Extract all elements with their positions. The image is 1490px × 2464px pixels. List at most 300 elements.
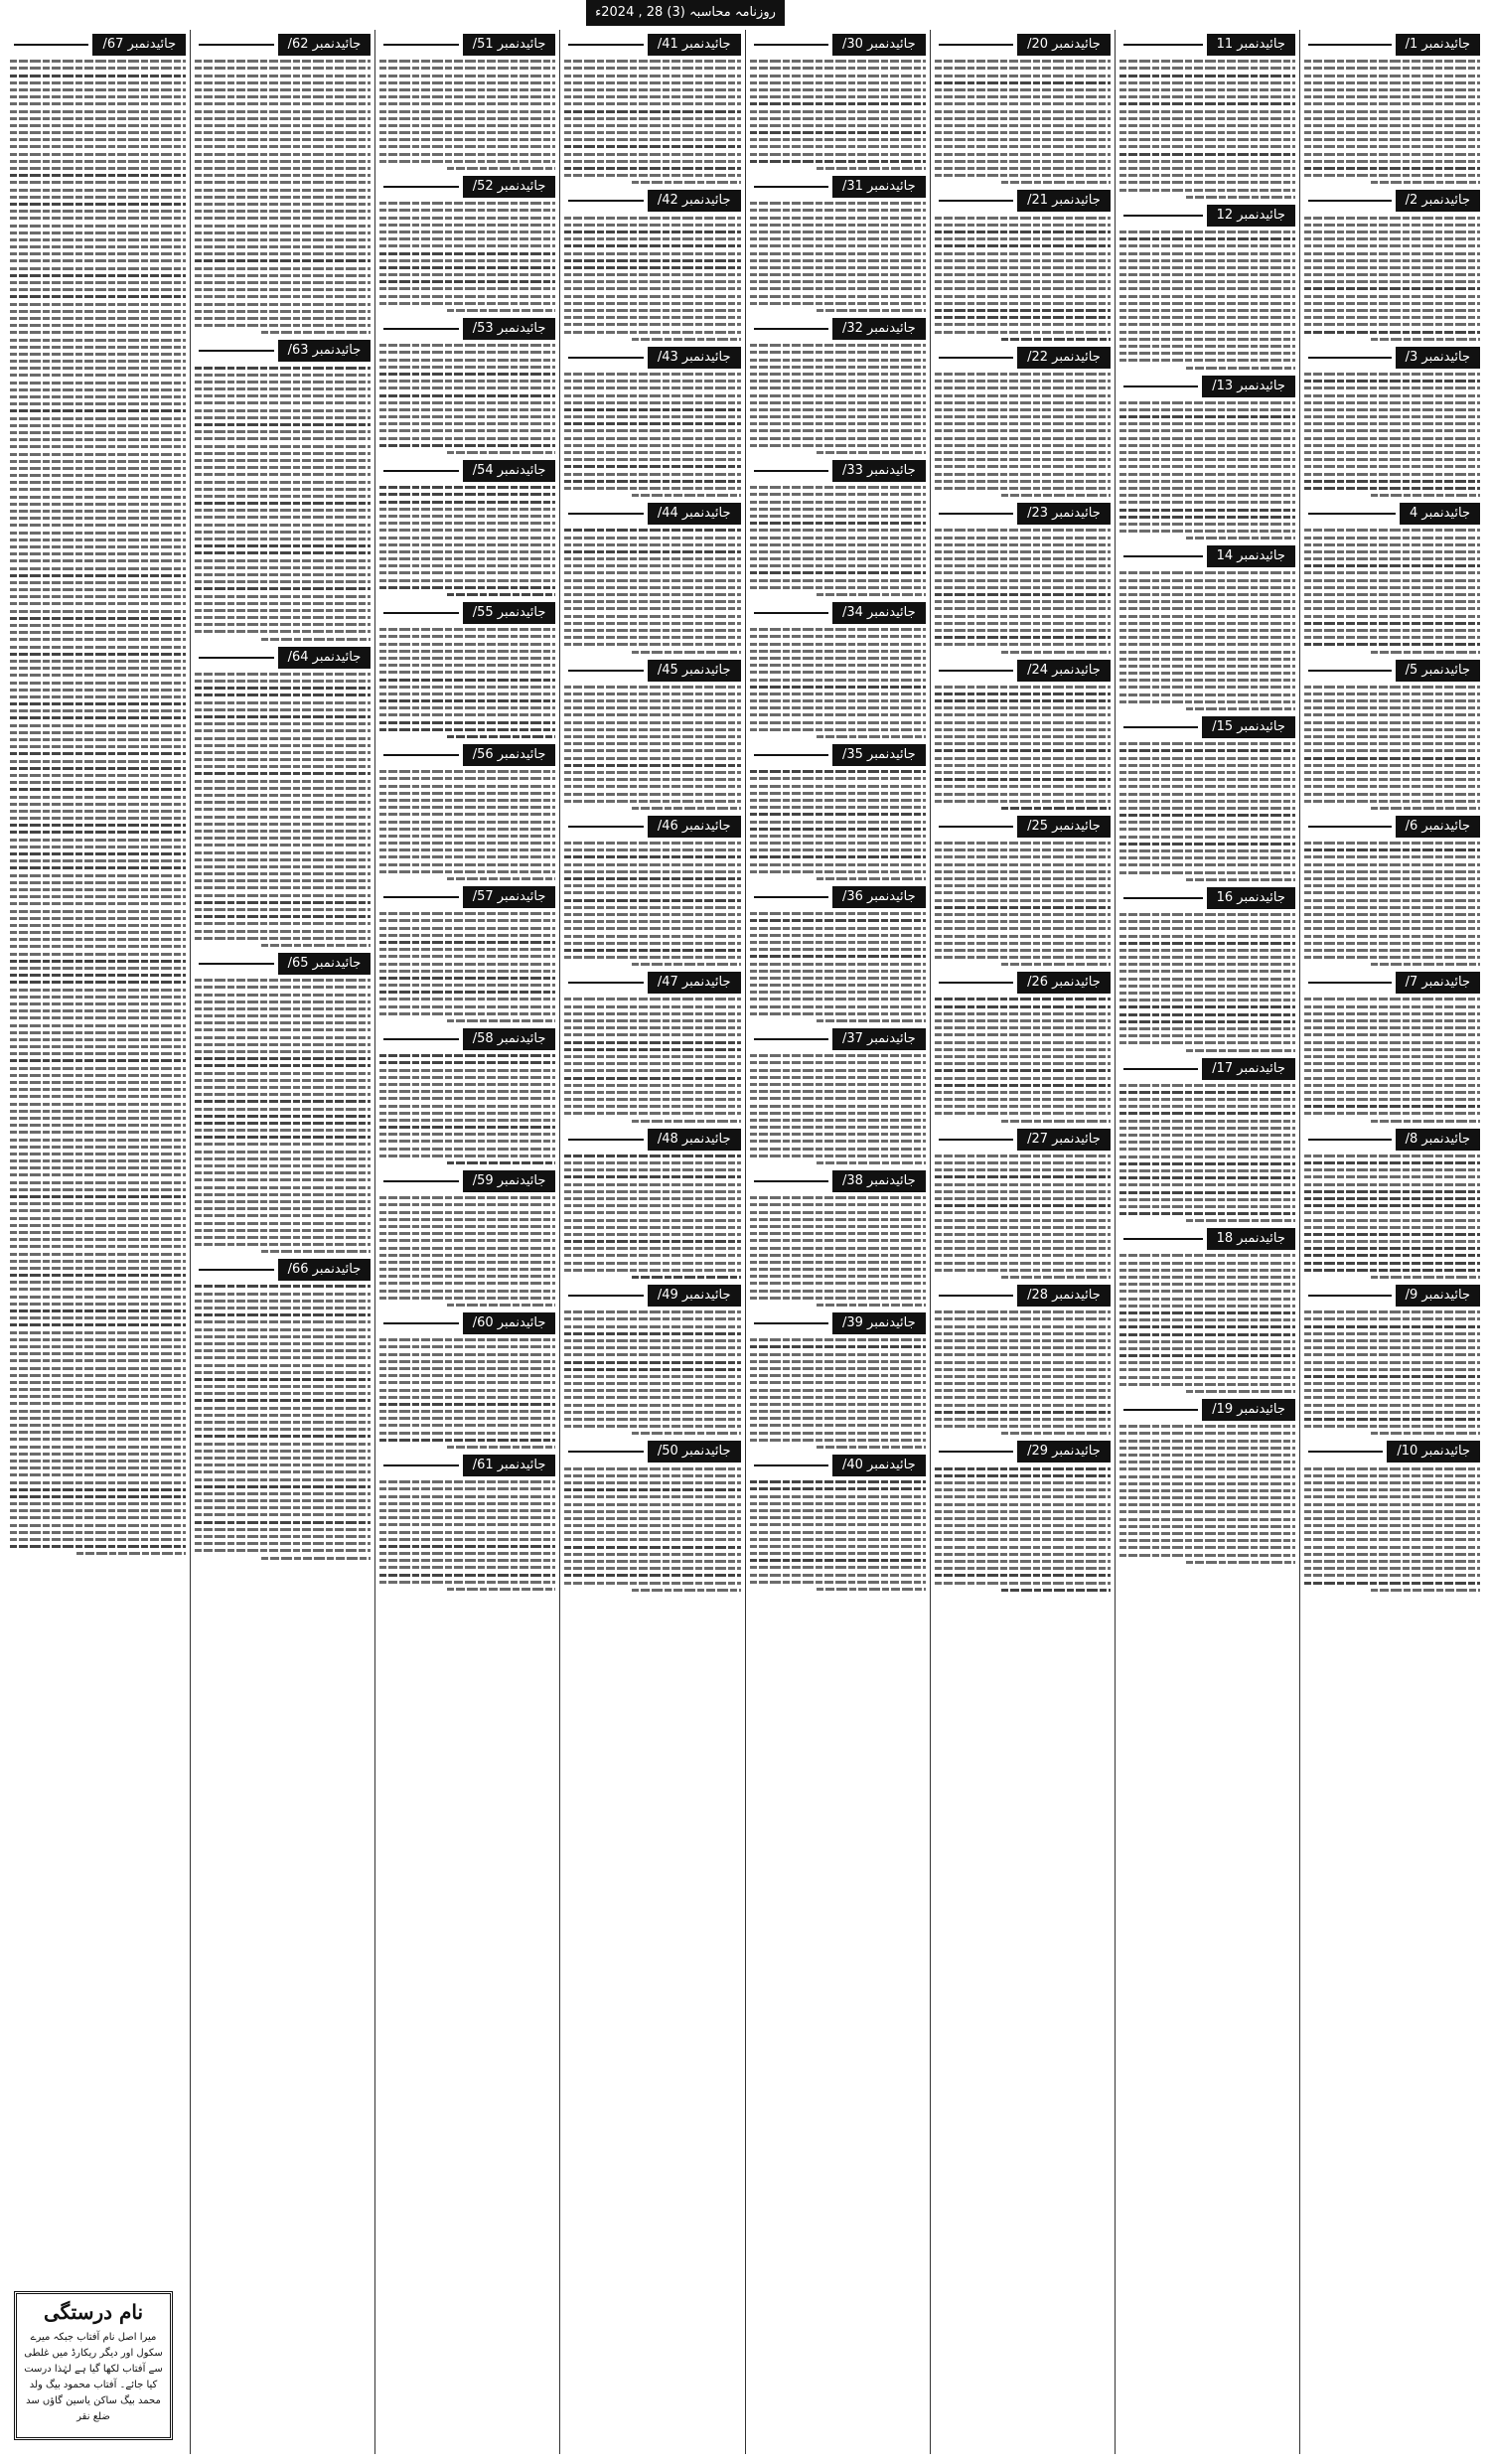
text-line [564, 1382, 740, 1385]
text-line [1304, 1396, 1480, 1399]
text-line [564, 920, 740, 923]
text-line [195, 1028, 371, 1031]
header-rule [568, 513, 643, 515]
text-line [935, 1510, 1111, 1513]
text-line [10, 1345, 186, 1348]
text-line [10, 1374, 186, 1377]
text-line [750, 508, 926, 511]
text-line [750, 217, 926, 220]
item-number-label: جائیدنمبر 31/ [832, 176, 926, 198]
text-line [935, 458, 1111, 461]
text-line [1186, 1390, 1295, 1393]
text-line [935, 877, 1111, 880]
text-line [379, 351, 555, 354]
text-line [935, 564, 1111, 567]
text-line [564, 252, 740, 255]
text-line [1119, 1554, 1295, 1557]
text-line [750, 664, 926, 667]
text-line [935, 1375, 1111, 1378]
text-line [935, 686, 1111, 689]
item-number-label: جائیدنمبر 66/ [278, 1259, 372, 1281]
text-line [195, 1171, 371, 1174]
text-line [564, 1567, 740, 1570]
text-line [1119, 1489, 1295, 1492]
text-line [935, 942, 1111, 945]
text-line [379, 1232, 555, 1235]
header-rule [199, 350, 273, 352]
text-line [76, 1552, 186, 1555]
text-line [564, 622, 740, 625]
item-number-label: جائیدنمبر 60/ [463, 1312, 556, 1334]
text-line [195, 196, 371, 199]
text-line [564, 1317, 740, 1320]
text-line [10, 1139, 186, 1142]
text-line [1304, 167, 1480, 170]
text-line [935, 1055, 1111, 1058]
text-line [1304, 643, 1480, 646]
item-header [1304, 1285, 1480, 1307]
text-line [1371, 338, 1480, 341]
item-header [1119, 205, 1295, 227]
text-line [1304, 302, 1480, 305]
text-line [195, 765, 371, 768]
text-line [10, 217, 186, 220]
header-rule [383, 754, 458, 756]
text-line [195, 566, 371, 569]
text-line [935, 1062, 1111, 1065]
text-line [1119, 338, 1295, 341]
text-line [10, 981, 186, 984]
text-line [817, 167, 926, 170]
text-line [10, 552, 186, 555]
text-line [1304, 487, 1480, 490]
text-line [1304, 636, 1480, 639]
text-line [195, 544, 371, 547]
text-line [10, 545, 186, 548]
item-header [935, 1129, 1111, 1151]
text-line [564, 757, 740, 760]
text-line [750, 444, 926, 447]
text-line [1119, 935, 1295, 938]
text-line [564, 1168, 740, 1171]
header-rule [939, 357, 1013, 359]
text-line [1304, 771, 1480, 774]
classified-item [935, 503, 1111, 653]
item-body-text [195, 367, 371, 641]
column-4 [745, 30, 930, 2454]
text-line [379, 1239, 555, 1242]
text-line [564, 1269, 740, 1272]
text-line [379, 1054, 555, 1057]
text-line [1304, 75, 1480, 77]
text-line [1119, 60, 1295, 63]
text-line [379, 1581, 555, 1584]
text-line [379, 1090, 555, 1093]
text-line [935, 1041, 1111, 1044]
header-rule [939, 826, 1013, 828]
text-line [195, 401, 371, 404]
classified-item [1119, 716, 1295, 881]
classified-item [750, 1170, 926, 1307]
text-line [750, 713, 926, 716]
classified-item [564, 503, 740, 653]
text-line [379, 1112, 555, 1115]
text-line [750, 970, 926, 973]
text-line [564, 1247, 740, 1250]
text-line [935, 699, 1111, 702]
text-line [750, 550, 926, 553]
text-line [195, 1207, 371, 1210]
item-number-label: جائیدنمبر 49/ [648, 1285, 741, 1307]
text-line [1119, 1141, 1295, 1144]
text-line [10, 1367, 186, 1370]
text-line [195, 1499, 371, 1502]
text-line [1119, 843, 1295, 846]
text-line [750, 429, 926, 432]
classified-item [379, 1455, 555, 1591]
text-line [379, 813, 555, 816]
classified-item [1304, 816, 1480, 966]
text-line [564, 706, 740, 709]
text-line [1304, 323, 1480, 326]
text-line [935, 529, 1111, 532]
text-line [564, 1495, 740, 1498]
text-line [10, 238, 186, 241]
text-line [1304, 124, 1480, 127]
text-line [1119, 1532, 1295, 1535]
text-line [1304, 95, 1480, 98]
text-line [195, 823, 371, 826]
text-line [261, 1250, 371, 1253]
text-line [10, 360, 186, 363]
text-line [379, 564, 555, 567]
text-line [632, 338, 741, 341]
text-line [750, 835, 926, 838]
text-line [10, 1531, 186, 1534]
item-body-text [379, 628, 555, 738]
text-line [750, 848, 926, 851]
item-header [379, 460, 555, 482]
text-line [195, 1385, 371, 1388]
text-line [10, 488, 186, 491]
text-line [1119, 465, 1295, 468]
text-line [1304, 956, 1480, 959]
text-line [750, 1090, 926, 1093]
item-body-text [379, 1480, 555, 1591]
text-line [935, 394, 1111, 397]
text-line [195, 225, 371, 228]
text-line [195, 1450, 371, 1453]
text-line [379, 515, 555, 518]
item-body-text [564, 217, 740, 341]
text-line [750, 650, 926, 653]
text-line [817, 593, 926, 596]
text-line [750, 1439, 926, 1442]
text-line [564, 487, 740, 490]
text-line [935, 742, 1111, 745]
text-line [10, 374, 186, 377]
text-line [379, 124, 555, 127]
text-line [195, 1057, 371, 1060]
text-line [1304, 1183, 1480, 1186]
text-line [10, 595, 186, 598]
text-line [10, 559, 186, 562]
text-line [10, 1103, 186, 1106]
text-line [1119, 1091, 1295, 1094]
text-line [1119, 1183, 1295, 1186]
header-rule [939, 1139, 1013, 1141]
classified-item [750, 1312, 926, 1449]
classified-item [750, 1028, 926, 1164]
text-line [10, 1059, 186, 1062]
text-line [379, 522, 555, 525]
text-line [750, 977, 926, 980]
text-line [10, 810, 186, 813]
text-line [935, 863, 1111, 866]
text-line [1304, 266, 1480, 269]
text-line [1304, 800, 1480, 803]
text-line [1119, 985, 1295, 988]
text-line [379, 998, 555, 1001]
text-line [935, 408, 1111, 411]
text-line [564, 480, 740, 483]
text-line [1304, 877, 1480, 880]
text-line [935, 1233, 1111, 1236]
item-body-text [750, 344, 926, 454]
text-line [10, 1173, 186, 1176]
text-line [1304, 1168, 1480, 1171]
text-line [750, 1487, 926, 1490]
text-line [195, 1478, 371, 1481]
text-line [632, 1120, 741, 1123]
text-line [195, 1356, 371, 1359]
item-header [379, 176, 555, 198]
text-line [750, 522, 926, 525]
text-line [935, 67, 1111, 70]
text-line [750, 287, 926, 290]
text-line [10, 760, 186, 763]
text-line [447, 593, 556, 596]
text-line [10, 953, 186, 956]
text-line [1304, 721, 1480, 724]
text-line [564, 884, 740, 887]
text-line [379, 1432, 555, 1435]
text-line [935, 1411, 1111, 1414]
text-line [1119, 871, 1295, 874]
text-line [935, 1382, 1111, 1385]
text-line [379, 67, 555, 70]
text-line [1119, 586, 1295, 589]
text-line [379, 237, 555, 240]
text-line [750, 998, 926, 1001]
text-line [379, 1261, 555, 1264]
header-rule [754, 612, 828, 614]
text-line [195, 1036, 371, 1039]
text-line [10, 245, 186, 248]
text-line [447, 309, 556, 312]
text-line [447, 1588, 556, 1591]
text-line [935, 1332, 1111, 1335]
header-rule [1123, 1238, 1203, 1240]
text-line [935, 1325, 1111, 1328]
text-line [1304, 373, 1480, 376]
text-line [10, 1309, 186, 1312]
text-line [935, 88, 1111, 91]
text-line [1119, 1276, 1295, 1279]
item-header [564, 660, 740, 682]
text-line [379, 359, 555, 362]
text-line [10, 1296, 186, 1299]
text-line [1119, 309, 1295, 312]
text-line [10, 517, 186, 520]
text-line [195, 609, 371, 612]
text-line [564, 615, 740, 618]
text-line [379, 686, 555, 689]
text-line [379, 1119, 555, 1122]
text-line [10, 1516, 186, 1519]
classified-item [1119, 376, 1295, 540]
text-line [935, 110, 1111, 113]
text-line [750, 145, 926, 148]
text-line [379, 1097, 555, 1100]
text-line [1119, 1205, 1295, 1208]
text-line [1186, 196, 1295, 199]
text-line [1371, 1120, 1480, 1123]
classified-item [564, 1285, 740, 1435]
text-line [195, 816, 371, 819]
classified-item [379, 1028, 555, 1164]
item-number-label: جائیدنمبر 28/ [1017, 1285, 1111, 1307]
text-line [1304, 870, 1480, 873]
text-line [750, 153, 926, 156]
text-line [1304, 1317, 1480, 1320]
text-line [935, 153, 1111, 156]
text-line [935, 622, 1111, 625]
text-line [750, 1417, 926, 1420]
text-line [10, 646, 186, 649]
text-line [935, 81, 1111, 84]
classified-item [379, 176, 555, 312]
text-line [750, 224, 926, 227]
item-header [935, 816, 1111, 838]
text-line [1119, 1340, 1295, 1343]
item-header [564, 347, 740, 369]
text-line [564, 408, 740, 411]
text-line [195, 110, 371, 113]
text-line [195, 1285, 371, 1288]
text-line [1001, 1120, 1111, 1123]
classified-item [564, 660, 740, 810]
text-line [10, 1359, 186, 1362]
text-line [750, 728, 926, 731]
text-line [1304, 593, 1480, 596]
text-line [1119, 785, 1295, 788]
text-line [379, 806, 555, 809]
text-line [1304, 529, 1480, 532]
text-line [564, 1233, 740, 1236]
text-line [935, 1582, 1111, 1585]
text-line [195, 1485, 371, 1488]
text-line [10, 895, 186, 898]
text-line [1304, 138, 1480, 141]
header-rule [199, 657, 273, 659]
text-line [750, 415, 926, 418]
text-line [195, 1122, 371, 1125]
classified-item [564, 190, 740, 340]
text-line [195, 516, 371, 519]
header-rule [568, 982, 643, 984]
text-line [564, 458, 740, 461]
text-line [935, 1524, 1111, 1527]
classified-item [935, 816, 1111, 966]
text-line [1304, 231, 1480, 233]
item-body-text [750, 1054, 926, 1164]
text-line [10, 581, 186, 584]
text-line [1304, 693, 1480, 695]
text-line [1119, 1155, 1295, 1158]
text-line [1304, 1219, 1480, 1222]
text-line [564, 1411, 740, 1414]
item-number-label: جائیدنمبر 54/ [463, 460, 556, 482]
text-line [750, 1509, 926, 1512]
text-line [10, 174, 186, 177]
text-line [935, 771, 1111, 774]
text-line [379, 366, 555, 369]
text-line [1304, 1240, 1480, 1243]
header-rule [1123, 215, 1203, 217]
text-line [1304, 884, 1480, 887]
classified-item [1304, 1129, 1480, 1279]
text-line [1119, 244, 1295, 247]
text-line [10, 1024, 186, 1027]
item-body-text [1119, 1254, 1295, 1393]
text-line [935, 1346, 1111, 1349]
text-line [750, 1432, 926, 1435]
item-number-label: جائیدنمبر 9/ [1396, 1285, 1480, 1307]
column-1 [1299, 30, 1484, 2454]
text-line [935, 252, 1111, 255]
text-line [1304, 699, 1480, 702]
text-line [1304, 224, 1480, 227]
header-rule [754, 44, 828, 46]
item-header [1304, 972, 1480, 994]
text-line [195, 60, 371, 63]
item-body-text [750, 202, 926, 312]
text-line [379, 1381, 555, 1384]
text-line [195, 551, 371, 554]
text-line [195, 1115, 371, 1118]
text-line [1119, 1290, 1295, 1293]
text-line [1119, 665, 1295, 668]
classified-item [1119, 1058, 1295, 1223]
text-line [564, 437, 740, 440]
text-line [195, 573, 371, 576]
text-line [447, 1304, 556, 1307]
item-body-text [1304, 686, 1480, 810]
text-line [1304, 686, 1480, 689]
item-header [564, 34, 740, 56]
item-header [1119, 1228, 1295, 1250]
text-line [10, 709, 186, 712]
text-line [379, 706, 555, 709]
text-line [10, 859, 186, 862]
text-line [195, 1542, 371, 1545]
text-line [379, 870, 555, 873]
text-line [195, 872, 371, 875]
text-line [379, 273, 555, 276]
text-line [10, 1052, 186, 1055]
text-line [1119, 607, 1295, 610]
